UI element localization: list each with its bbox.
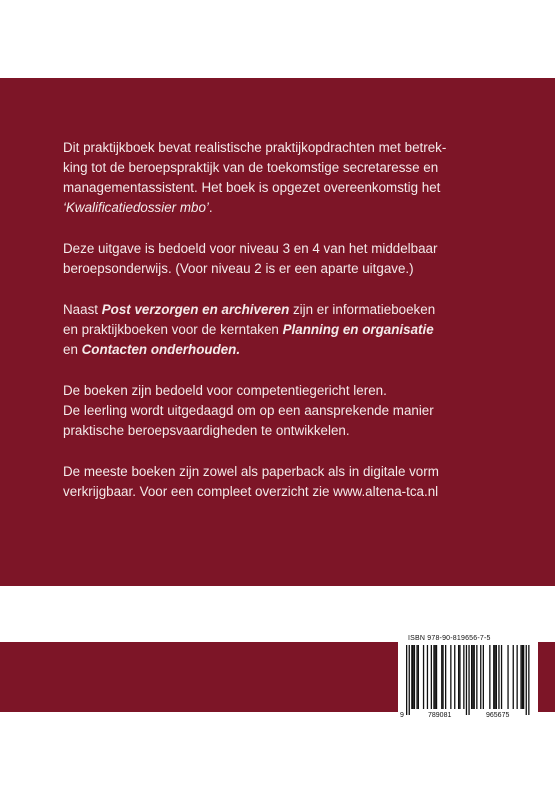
barcode-bar <box>442 645 443 709</box>
text-segment: De meeste boeken zijn zowel als paperback als in digitale vorm <box>63 464 439 479</box>
barcode-bars <box>398 631 538 723</box>
barcode-bar <box>427 645 428 709</box>
isbn-label: ISBN 978-90-819656-7-5 <box>408 635 491 642</box>
barcode-bar <box>483 645 484 709</box>
barcode-bar <box>528 645 529 715</box>
barcode-digits-left: 789081 <box>428 712 452 719</box>
text-line <box>63 239 513 259</box>
emphasis-text: Post verzorgen en archiveren <box>101 302 290 317</box>
barcode-bar <box>458 645 459 709</box>
barcode-bar <box>418 645 419 709</box>
barcode-bar <box>474 645 475 709</box>
text-segment: . <box>208 200 213 215</box>
barcode-bar <box>409 645 410 715</box>
barcode-bar <box>513 645 514 709</box>
text-segment: praktische beroepsvaardigheden te ontwikkelen. <box>63 423 350 438</box>
barcode-bar <box>463 645 464 709</box>
barcode-bar <box>431 645 432 709</box>
barcode-bar <box>472 645 473 709</box>
text-segment: king tot de beroepspraktijk van de toekomstige secretaresse en <box>63 160 439 175</box>
barcode-bar <box>517 645 518 709</box>
barcode-bar <box>496 645 497 709</box>
text-segment: zijn er informatieboeken <box>289 302 436 317</box>
text-line <box>63 340 513 360</box>
emphasis-text: Planning en organisatie <box>282 322 434 337</box>
barcode-bar <box>454 645 455 709</box>
barcode-bar <box>480 645 481 709</box>
text-line <box>63 300 513 320</box>
description-paragraph <box>63 138 513 218</box>
barcode-bar <box>416 645 417 709</box>
text-line <box>63 138 513 158</box>
text-line <box>63 198 513 218</box>
barcode-bar <box>476 645 477 709</box>
description-paragraph <box>63 300 513 360</box>
barcode-bar <box>489 645 490 709</box>
text-line <box>63 320 513 340</box>
barcode-bar <box>413 645 414 709</box>
text-segment: Dit praktijkboek bevat realistische praktijkopdrachten met betrek- <box>63 140 447 155</box>
barcode-bar <box>501 645 502 709</box>
barcode-bar <box>520 645 521 709</box>
text-segment: Naast <box>63 302 102 317</box>
text-line <box>63 401 513 421</box>
text-line <box>63 178 513 198</box>
barcode-bar <box>459 645 460 709</box>
barcode-bar <box>498 645 499 709</box>
text-line <box>63 259 513 279</box>
text-segment: verkrijgbaar. Voor een compleet overzicht zie www.altena-tca.nl <box>63 484 439 499</box>
description-paragraph <box>63 462 513 502</box>
text-segment: De boeken zijn bedoeld voor competentiegericht leren. <box>63 383 387 398</box>
barcode-bar <box>423 645 424 709</box>
text-segment: en <box>63 342 82 357</box>
description-paragraph <box>63 381 513 441</box>
barcode-bar <box>522 645 523 709</box>
barcode-bar <box>466 645 467 715</box>
barcode-bar <box>507 645 508 709</box>
barcode-bar <box>494 645 495 709</box>
barcode-bar <box>523 645 524 709</box>
barcode-bar <box>435 645 436 709</box>
text-line <box>63 421 513 441</box>
barcode-bar <box>436 645 437 709</box>
description-text <box>63 138 513 523</box>
barcode-bar <box>445 645 446 709</box>
barcode-bar <box>433 645 434 709</box>
text-segment: en praktijkboeken voor de kerntaken <box>63 322 283 337</box>
barcode-digit-first: 9 <box>400 712 404 719</box>
barcode-bar <box>414 645 415 709</box>
barcode-bar <box>406 645 407 715</box>
barcode-bar <box>471 645 472 709</box>
barcode-bar <box>450 645 451 709</box>
emphasis-text: ‘Kwalificatiedossier mbo’ <box>63 200 209 215</box>
text-line <box>63 482 513 502</box>
text-line <box>63 462 513 482</box>
text-line <box>63 381 513 401</box>
barcode-digits-right: 965675 <box>486 712 510 719</box>
text-segment: De leerling wordt uitgedaagd om op een aansprekende manier <box>63 403 434 418</box>
barcode-bar <box>441 645 442 709</box>
isbn-barcode <box>398 631 538 723</box>
barcode-bar <box>493 645 494 709</box>
barcode-bar <box>411 645 412 709</box>
emphasis-text: Contacten onderhouden. <box>81 342 241 357</box>
back-cover-panel <box>0 78 555 586</box>
text-segment: Deze uitgave is bedoeld voor niveau 3 en 4 van het middelbaar <box>63 241 438 256</box>
barcode-bar <box>526 645 527 715</box>
text-line <box>63 158 513 178</box>
description-paragraph <box>63 239 513 279</box>
text-segment: managementassistent. Het boek is opgezet overeenkomstig het <box>63 180 441 195</box>
text-segment: beroepsonderwijs. (Voor niveau 2 is er een aparte uitgave.) <box>63 261 414 276</box>
barcode-bar <box>468 645 469 715</box>
